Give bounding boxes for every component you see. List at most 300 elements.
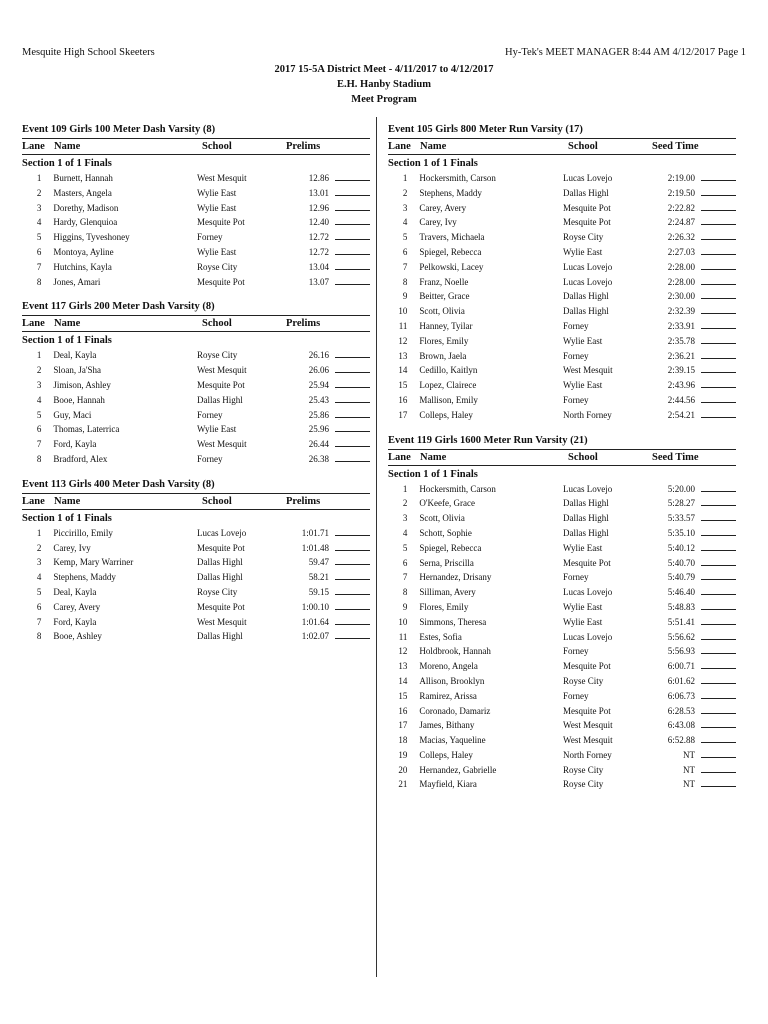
athlete-name: Moreno, Angela	[419, 661, 478, 672]
seed-time: 2:44.56	[667, 394, 696, 405]
lane-number: 16	[398, 705, 408, 716]
result-blank-line	[335, 541, 370, 551]
entry-row	[388, 674, 736, 689]
athlete-name: Hockersmith, Carson	[419, 483, 496, 494]
athlete-school: Royse City	[197, 350, 238, 361]
seed-time: 5:20.00	[667, 483, 696, 494]
athlete-school: Royse City	[563, 779, 604, 790]
seed-time: 1:01.71	[301, 527, 330, 538]
result-blank-line	[701, 186, 736, 196]
seed-time: 2:39.15	[667, 365, 696, 376]
entry-row	[22, 555, 370, 570]
athlete-name: Sloan, Ja'Sha	[53, 365, 102, 376]
entry-row	[22, 452, 370, 467]
result-blank-line	[701, 275, 736, 285]
lane-number: 8	[36, 631, 42, 642]
athlete-school: West Mesquit	[197, 616, 247, 627]
entry-row	[388, 718, 736, 733]
athlete-name: Stephens, Maddy	[419, 187, 482, 198]
entry-row	[22, 230, 370, 245]
athlete-school: West Mesquit	[197, 365, 247, 376]
athlete-name: O'Keefe, Grace	[419, 498, 475, 509]
entry-row	[388, 378, 736, 393]
athlete-school: West Mesquit	[563, 735, 613, 746]
entry-row	[22, 245, 370, 260]
seed-time: 5:40.70	[667, 557, 696, 568]
athlete-school: Mesquite Pot	[197, 542, 245, 553]
seed-time: 2:30.00	[667, 291, 696, 302]
lane-number: 7	[402, 572, 408, 583]
seed-time: 26.16	[308, 350, 330, 361]
section-label: Section 1 of 1 Finals	[22, 335, 112, 347]
athlete-name: Carey, Ivy	[53, 542, 91, 553]
athlete-name: Carey, Avery	[53, 601, 101, 612]
program-label: Meet Program	[351, 94, 417, 105]
lane-number: 3	[36, 202, 42, 213]
section-label: Section 1 of 1 Finals	[388, 468, 478, 480]
lane-number: 1	[36, 350, 42, 361]
seed-time: 1:02.07	[301, 631, 330, 642]
result-blank-line	[701, 260, 736, 270]
lane-number: 14	[398, 365, 408, 376]
seed-time: 6:43.08	[667, 720, 696, 731]
athlete-name: Cedillo, Kaitlyn	[419, 365, 478, 376]
athlete-name: Holdbrook, Hannah	[419, 646, 491, 657]
lane-number: 2	[36, 187, 42, 198]
entry-row	[388, 748, 736, 763]
athlete-school: Dallas Highl	[197, 572, 243, 583]
result-blank-line	[335, 615, 370, 625]
athlete-school: Wylie East	[563, 380, 603, 391]
lane-header: Lane	[22, 318, 45, 330]
athlete-school: Dallas Highl	[563, 187, 609, 198]
athlete-school: West Mesquit	[197, 173, 247, 183]
lane-number: 2	[36, 542, 42, 553]
time-header: Prelims	[286, 318, 321, 330]
athlete-name: Deal, Kayla	[53, 350, 97, 361]
lane-number: 4	[402, 217, 408, 228]
athlete-name: Travers, Michaela	[419, 232, 485, 243]
column-divider	[376, 117, 377, 977]
athlete-school: Royse City	[563, 232, 604, 243]
athlete-name: Colleps, Haley	[419, 749, 473, 760]
section-label: Section 1 of 1 Finals	[388, 158, 478, 169]
athlete-school: Dallas Highl	[197, 394, 243, 405]
athlete-name: Carey, Ivy	[419, 217, 457, 228]
entry-row	[388, 349, 736, 364]
entry-row	[22, 393, 370, 408]
athlete-school: Forney	[197, 232, 223, 243]
athlete-name: Scott, Olivia	[419, 306, 465, 317]
lane-number: 2	[402, 187, 408, 198]
result-blank-line	[701, 541, 736, 551]
seed-time: 25.94	[308, 379, 330, 390]
athlete-school: West Mesquit	[197, 439, 247, 450]
result-blank-line	[701, 733, 736, 743]
section-label: Section 1 of 1 Finals	[22, 158, 112, 169]
entry-row	[22, 201, 370, 216]
school-header: Mesquite High School Skeeters	[22, 47, 155, 58]
athlete-name: Hutchins, Kayla	[53, 261, 112, 272]
athlete-school: Lucas Lovejo	[563, 587, 613, 598]
athlete-school: Forney	[197, 409, 223, 420]
seed-time: 26.44	[308, 439, 330, 450]
result-blank-line	[701, 378, 736, 388]
result-blank-line	[335, 408, 370, 418]
athlete-school: Mesquite Pot	[197, 379, 245, 390]
athlete-school: Lucas Lovejo	[197, 527, 247, 538]
athlete-school: Dallas Highl	[197, 631, 243, 642]
athlete-name: Hardy, Glenquioa	[53, 217, 118, 228]
lane-number: 8	[402, 587, 408, 598]
result-blank-line	[701, 644, 736, 654]
time-header: Prelims	[286, 495, 321, 507]
result-blank-line	[701, 201, 736, 211]
athlete-school: Lucas Lovejo	[563, 261, 613, 272]
lane-number: 12	[398, 646, 408, 657]
result-blank-line	[335, 526, 370, 536]
seed-time: 6:06.73	[667, 690, 696, 701]
result-blank-line	[335, 275, 370, 285]
athlete-school: Dallas Highl	[563, 513, 609, 524]
result-blank-line	[701, 496, 736, 506]
athlete-name: Jimison, Ashley	[53, 379, 111, 390]
lane-number: 19	[398, 749, 408, 760]
athlete-name: Lopez, Clairece	[419, 380, 477, 391]
seed-time: 2:36.21	[667, 350, 696, 361]
athlete-name: Silliman, Avery	[419, 587, 476, 598]
result-blank-line	[701, 718, 736, 728]
athlete-school: Forney	[563, 320, 589, 331]
seed-time: 26.06	[308, 365, 330, 376]
lane-number: 11	[398, 631, 408, 642]
lane-number: 3	[36, 379, 42, 390]
seed-time: 6:52.88	[667, 735, 696, 746]
entry-row	[388, 171, 736, 186]
result-blank-line	[335, 600, 370, 610]
athlete-school: Royse City	[197, 261, 238, 272]
athlete-school: Forney	[563, 646, 589, 657]
name-header: Name	[54, 318, 81, 330]
time-header: Seed Time	[652, 451, 699, 463]
athlete-name: Hockersmith, Carson	[419, 173, 496, 183]
lane-number: 21	[398, 779, 408, 790]
result-blank-line	[335, 186, 370, 196]
athlete-name: Beitter, Grace	[419, 291, 470, 302]
school-header: School	[202, 141, 232, 152]
entry-row	[22, 260, 370, 275]
lane-header: Lane	[388, 451, 411, 463]
athlete-name: Hanney, Tyilar	[419, 320, 473, 331]
lane-number: 8	[36, 453, 42, 464]
name-header: Name	[54, 141, 81, 152]
athlete-school: Mesquite Pot	[563, 217, 611, 228]
section-label: Section 1 of 1 Finals	[22, 512, 112, 524]
entry-row	[388, 600, 736, 615]
entry-row	[388, 556, 736, 571]
athlete-name: Booe, Ashley	[53, 631, 102, 642]
entry-row	[388, 615, 736, 630]
athlete-school: West Mesquit	[563, 720, 613, 731]
entry-row	[388, 230, 736, 245]
result-blank-line	[335, 348, 370, 358]
lane-number: 5	[402, 542, 408, 553]
event-block	[22, 477, 370, 644]
entry-row	[388, 201, 736, 216]
result-blank-line	[701, 585, 736, 595]
athlete-name: Franz, Noelle	[419, 276, 469, 287]
result-blank-line	[701, 245, 736, 255]
athlete-school: Dallas Highl	[563, 498, 609, 509]
result-blank-line	[701, 408, 736, 418]
athlete-school: Forney	[563, 394, 589, 405]
lane-number: 10	[398, 616, 408, 627]
entry-row	[22, 541, 370, 556]
athlete-school: Royse City	[563, 675, 604, 686]
athlete-name: Allison, Brooklyn	[419, 675, 485, 686]
athlete-name: Hernandez, Drisany	[419, 572, 492, 583]
athlete-name: Spiegel, Rebecca	[419, 542, 482, 553]
lane-number: 3	[36, 557, 42, 568]
athlete-name: Brown, Jaela	[419, 350, 467, 361]
athlete-school: West Mesquit	[563, 365, 613, 376]
lane-number: 14	[398, 675, 408, 686]
column-header	[388, 449, 736, 466]
seed-time: 2:32.39	[667, 306, 696, 317]
seed-time: 2:33.91	[667, 320, 696, 331]
venue: E.H. Hanby Stadium	[337, 79, 431, 90]
event-title: Event 109 Girls 100 Meter Dash Varsity (8)	[22, 124, 216, 135]
entry-row	[388, 733, 736, 748]
seed-time: 5:48.83	[667, 601, 696, 612]
event-block	[22, 122, 370, 289]
athlete-name: Scott, Olivia	[419, 513, 465, 524]
lane-number: 6	[36, 424, 42, 435]
entry-row	[388, 630, 736, 645]
seed-time: 26.38	[308, 453, 330, 464]
lane-header: Lane	[22, 495, 45, 507]
lane-number: 9	[402, 291, 408, 302]
seed-time: 1:00.10	[301, 601, 330, 612]
athlete-school: Wylie East	[197, 246, 237, 257]
seed-time: 5:40.12	[667, 542, 696, 553]
lane-number: 17	[398, 409, 408, 420]
seed-time: 2:35.78	[667, 335, 696, 346]
result-blank-line	[701, 289, 736, 299]
seed-time: 5:56.62	[667, 631, 696, 642]
athlete-name: Flores, Emily	[419, 601, 469, 612]
result-blank-line	[701, 230, 736, 240]
result-blank-line	[335, 629, 370, 639]
software-timestamp: Hy-Tek's MEET MANAGER 8:44 AM 4/12/2017 Page 1	[505, 47, 746, 58]
lane-number: 1	[36, 173, 42, 183]
lane-number: 4	[36, 217, 42, 228]
result-blank-line	[701, 689, 736, 699]
athlete-school: Wylie East	[197, 202, 237, 213]
athlete-school: Mesquite Pot	[563, 661, 611, 672]
lane-number: 5	[36, 232, 42, 243]
entry-row	[388, 777, 736, 792]
entry-row	[22, 363, 370, 378]
lane-number: 4	[402, 527, 408, 538]
seed-time: 6:00.71	[667, 661, 696, 672]
athlete-name: Colleps, Haley	[419, 409, 473, 420]
lane-number: 4	[36, 394, 42, 405]
seed-time: 2:27.03	[667, 246, 696, 257]
athlete-school: Wylie East	[563, 335, 603, 346]
result-blank-line	[701, 704, 736, 714]
athlete-name: Masters, Angela	[53, 187, 112, 198]
lane-number: 6	[36, 246, 42, 257]
entry-row	[22, 422, 370, 437]
seed-time: 12.40	[308, 217, 330, 228]
entry-row	[22, 570, 370, 585]
result-blank-line	[701, 570, 736, 580]
athlete-name: Ford, Kayla	[53, 616, 97, 627]
lane-number: 2	[402, 498, 408, 509]
seed-time: 13.04	[308, 261, 330, 272]
result-blank-line	[701, 511, 736, 521]
event-title: Event 113 Girls 400 Meter Dash Varsity (8)	[22, 478, 215, 490]
name-header: Name	[420, 451, 447, 463]
entry-row	[22, 215, 370, 230]
athlete-school: Royse City	[563, 764, 604, 775]
athlete-name: Dorethy, Madison	[53, 202, 119, 213]
seed-time: 1:01.48	[301, 542, 330, 553]
entry-row	[388, 304, 736, 319]
athlete-school: Wylie East	[563, 616, 603, 627]
time-header: Seed Time	[652, 141, 699, 152]
column-header	[388, 138, 736, 155]
athlete-school: Dallas Highl	[563, 291, 609, 302]
athlete-name: Estes, Sofia	[419, 631, 462, 642]
lane-number: 5	[402, 232, 408, 243]
event-title: Event 105 Girls 800 Meter Run Varsity (17)	[388, 124, 583, 135]
right-column	[388, 122, 736, 802]
lane-number: 1	[402, 483, 408, 494]
lane-header: Lane	[22, 141, 45, 152]
seed-time: NT	[683, 779, 696, 790]
column-header	[22, 315, 370, 332]
result-blank-line	[335, 363, 370, 373]
result-blank-line	[335, 585, 370, 595]
athlete-school: Lucas Lovejo	[563, 631, 613, 642]
athlete-school: Wylie East	[563, 542, 603, 553]
athlete-name: Burnett, Hannah	[53, 173, 113, 183]
entry-row	[22, 526, 370, 541]
entry-row	[22, 615, 370, 630]
event-title: Event 117 Girls 200 Meter Dash Varsity (8)	[22, 301, 215, 313]
athlete-school: Lucas Lovejo	[563, 173, 613, 183]
event-title: Event 119 Girls 1600 Meter Run Varsity (21)	[388, 434, 588, 446]
entry-row	[22, 408, 370, 423]
seed-time: 13.01	[308, 187, 330, 198]
seed-time: NT	[683, 749, 696, 760]
seed-time: 5:33.57	[667, 513, 696, 524]
seed-time: 2:19.00	[667, 173, 696, 183]
lane-header: Lane	[388, 141, 411, 152]
entry-row	[388, 659, 736, 674]
lane-number: 6	[36, 601, 42, 612]
result-blank-line	[701, 615, 736, 625]
result-blank-line	[335, 452, 370, 462]
name-header: Name	[420, 141, 447, 152]
athlete-school: Mesquite Pot	[563, 202, 611, 213]
lane-number: 7	[402, 261, 408, 272]
athlete-name: Coronado, Damariz	[419, 705, 491, 716]
entry-row	[388, 570, 736, 585]
entry-row	[22, 585, 370, 600]
athlete-name: Schott, Sophie	[419, 527, 472, 538]
lane-number: 13	[398, 350, 408, 361]
athlete-school: Mesquite Pot	[197, 276, 245, 287]
athlete-name: Carey, Avery	[419, 202, 467, 213]
entry-row	[388, 408, 736, 423]
column-header	[22, 493, 370, 510]
entry-row	[22, 275, 370, 290]
result-blank-line	[701, 763, 736, 773]
seed-time: 2:43.96	[667, 380, 696, 391]
athlete-school: Dallas Highl	[197, 557, 243, 568]
entry-row	[388, 319, 736, 334]
seed-time: 58.21	[308, 572, 330, 583]
athlete-name: Deal, Kayla	[53, 586, 97, 597]
athlete-name: Piccirillo, Emily	[53, 527, 113, 538]
seed-time: 2:24.87	[667, 217, 696, 228]
lane-number: 20	[398, 764, 408, 775]
seed-time: 5:46.40	[667, 587, 696, 598]
entry-row	[388, 526, 736, 541]
lane-number: 18	[398, 735, 408, 746]
entry-row	[388, 260, 736, 275]
result-blank-line	[701, 482, 736, 492]
result-blank-line	[701, 363, 736, 373]
lane-number: 12	[398, 335, 408, 346]
entry-row	[388, 363, 736, 378]
athlete-name: Bradford, Alex	[53, 453, 108, 464]
seed-time: 5:35.10	[667, 527, 696, 538]
lane-number: 5	[36, 586, 42, 597]
lane-number: 15	[398, 380, 408, 391]
entry-row	[388, 763, 736, 778]
entry-row	[388, 275, 736, 290]
athlete-name: Mallison, Emily	[419, 394, 478, 405]
athlete-school: North Forney	[563, 409, 612, 420]
seed-time: 25.96	[308, 424, 330, 435]
result-blank-line	[701, 393, 736, 403]
athlete-name: Macias, Yaqueline	[419, 735, 486, 746]
seed-time: 2:22.82	[667, 202, 696, 213]
result-blank-line	[701, 304, 736, 314]
athlete-name: Pelkowski, Lacey	[419, 261, 484, 272]
meet-title: 2017 15-5A District Meet - 4/11/2017 to 4/12/2017	[274, 64, 494, 75]
seed-time: 59.15	[308, 586, 330, 597]
seed-time: 5:28.27	[667, 498, 696, 509]
athlete-school: Forney	[563, 690, 589, 701]
result-blank-line	[335, 378, 370, 388]
athlete-name: Stephens, Maddy	[53, 572, 116, 583]
event-block	[22, 299, 370, 466]
seed-time: 6:28.53	[667, 705, 696, 716]
result-blank-line	[701, 674, 736, 684]
athlete-school: Lucas Lovejo	[563, 276, 613, 287]
entry-row	[388, 689, 736, 704]
athlete-name: Booe, Hannah	[53, 394, 105, 405]
column-header	[22, 138, 370, 155]
result-blank-line	[335, 437, 370, 447]
athlete-school: Royse City	[197, 586, 238, 597]
event-block	[388, 433, 736, 793]
